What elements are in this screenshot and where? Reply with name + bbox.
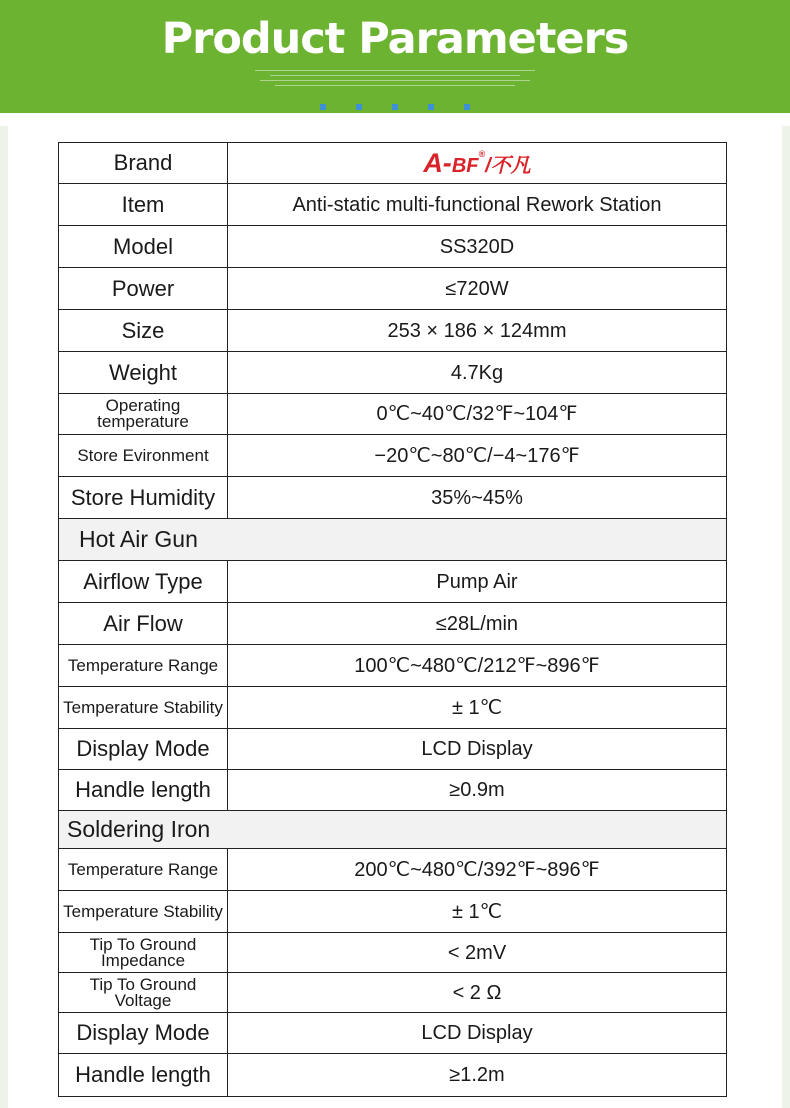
table-row <box>59 435 727 477</box>
table-row <box>59 184 727 226</box>
dot-icon <box>356 104 362 110</box>
row-label: Airflow Type <box>59 561 228 603</box>
section-title: Hot Air Gun <box>59 519 727 561</box>
page-title: Product Parameters <box>161 14 629 64</box>
row-label: Model <box>59 226 228 268</box>
table-row <box>59 729 727 770</box>
table-row <box>59 770 727 811</box>
row-label: Handle length <box>59 770 228 811</box>
row-label: Power <box>59 268 228 310</box>
left-border <box>0 126 8 1108</box>
section-header-soldering <box>59 811 727 849</box>
row-value: < 2mV <box>228 933 727 973</box>
table-row <box>59 891 727 933</box>
row-value: LCD Display <box>228 1013 727 1054</box>
table-row <box>59 1054 727 1097</box>
row-label: Temperature Stability <box>59 891 228 933</box>
table-row <box>59 933 727 973</box>
table-row <box>59 268 727 310</box>
row-label: Display Mode <box>59 1013 228 1054</box>
row-value: ± 1℃ <box>228 687 727 729</box>
table-row <box>59 645 727 687</box>
table-row <box>59 143 727 184</box>
row-value: 100℃~480℃/212℉~896℉ <box>228 645 727 687</box>
row-value: Anti-static multi-functional Rework Station <box>228 184 727 226</box>
brand-logo: A-BF®/不凡 <box>228 143 727 184</box>
parameters-table <box>58 142 727 1097</box>
row-value: 4.7Kg <box>228 352 727 394</box>
table-row <box>59 394 727 435</box>
row-value: SS320D <box>228 226 727 268</box>
row-label: Item <box>59 184 228 226</box>
row-label: Tip To Ground Impedance <box>59 933 228 973</box>
row-label: Tip To Ground Voltage <box>59 973 228 1013</box>
row-value: 200℃~480℃/392℉~896℉ <box>228 849 727 891</box>
dot-icon <box>464 104 470 110</box>
table-row <box>59 226 727 268</box>
section-header-hot-air <box>59 519 727 561</box>
row-value: ≥0.9m <box>228 770 727 811</box>
row-label: Store Evironment <box>59 435 228 477</box>
row-label: Temperature Stability <box>59 687 228 729</box>
row-label: Air Flow <box>59 603 228 645</box>
table-row <box>59 352 727 394</box>
row-label: Operating temperature <box>59 394 228 435</box>
section-title: Soldering Iron <box>59 811 727 849</box>
row-value: 0℃~40℃/32℉~104℉ <box>228 394 727 435</box>
row-label: Weight <box>59 352 228 394</box>
table-row <box>59 1013 727 1054</box>
table-row <box>59 477 727 519</box>
row-label: Size <box>59 310 228 352</box>
row-label: Temperature Range <box>59 645 228 687</box>
row-value: 253 × 186 × 124mm <box>228 310 727 352</box>
table-row <box>59 603 727 645</box>
row-label: Store Humidity <box>59 477 228 519</box>
row-label: Temperature Range <box>59 849 228 891</box>
row-value: Pump Air <box>228 561 727 603</box>
row-label: Display Mode <box>59 729 228 770</box>
decorative-dots <box>0 97 790 115</box>
row-value: −20℃~80℃/−4~176℉ <box>228 435 727 477</box>
row-label: Brand <box>59 143 228 184</box>
table-row <box>59 849 727 891</box>
table-row <box>59 973 727 1013</box>
row-value: ≥1.2m <box>228 1054 727 1097</box>
dot-icon <box>320 104 326 110</box>
dot-icon <box>428 104 434 110</box>
row-value: ± 1℃ <box>228 891 727 933</box>
dot-icon <box>392 104 398 110</box>
header-banner <box>0 0 790 113</box>
row-value: LCD Display <box>228 729 727 770</box>
decorative-lines <box>255 70 535 90</box>
row-value: < 2 Ω <box>228 973 727 1013</box>
table-row <box>59 561 727 603</box>
row-value: ≤720W <box>228 268 727 310</box>
right-border <box>782 126 790 1108</box>
row-value: ≤28L/min <box>228 603 727 645</box>
row-value: 35%~45% <box>228 477 727 519</box>
row-label: Handle length <box>59 1054 228 1097</box>
table-row <box>59 310 727 352</box>
table-row <box>59 687 727 729</box>
